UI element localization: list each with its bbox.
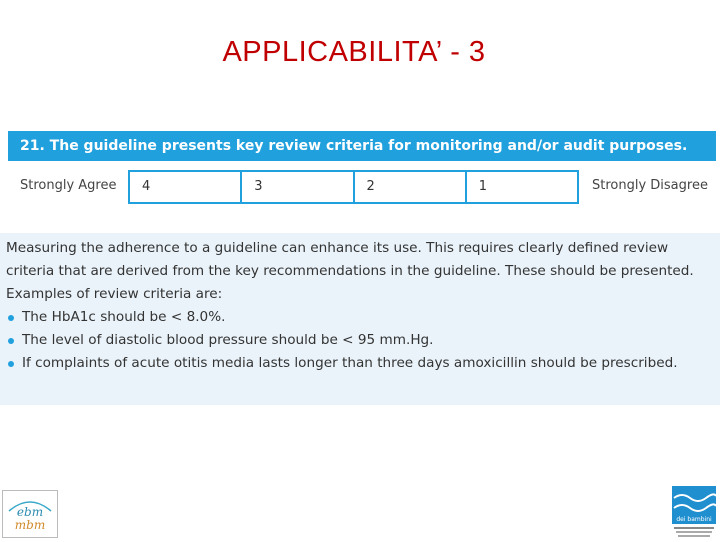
likert-scale (0, 168, 720, 206)
scale-options (128, 170, 579, 204)
svg-text:ebm: ebm (16, 505, 44, 519)
bullet-icon (8, 315, 14, 321)
guidance-line-2: criteria that are derived from the key recommendations in the guideline. These should be presented. (6, 263, 694, 279)
scale-option-1[interactable]: 1 (478, 179, 488, 194)
guidance-panel (0, 233, 720, 405)
bullet-icon (8, 338, 14, 344)
question-header: 21. The guideline presents key review criteria for monitoring and/or audit purposes. (8, 131, 716, 161)
scale-option-4[interactable]: 4 (130, 172, 242, 202)
criteria-item-text: If complaints of acute otitis media lasts longer than three days amoxicillin should be prescribed. (22, 355, 678, 371)
slide-title: APPLICABILITA’ - 3 (222, 36, 486, 68)
scale-left-label: Strongly Agree (20, 178, 117, 193)
bullet-icon (8, 361, 14, 367)
criteria-item (6, 329, 714, 352)
guidance-line-1: Measuring the adherence to a guideline can enhance its use. This requires clearly defined review (6, 240, 669, 256)
criteria-item (6, 352, 714, 375)
criteria-item-text: The HbA1c should be < 8.0%. (22, 309, 226, 325)
criteria-item (6, 306, 714, 329)
svg-text:mbm: mbm (14, 518, 46, 532)
criteria-item-text: The level of diastolic blood pressure should be < 95 mm.Hg. (22, 332, 434, 348)
criteria-list (6, 306, 714, 375)
svg-text:dei bambini: dei bambini (676, 516, 712, 523)
ebm-logo-icon (3, 491, 57, 537)
centri-bambini-logo-icon (670, 484, 718, 538)
scale-right-label: Strongly Disagree (592, 178, 708, 193)
centri-bambini-logo (670, 484, 718, 538)
ebm-logo (2, 490, 58, 538)
scale-option-3[interactable]: 3 (242, 172, 354, 202)
guidance-line-3: Examples of review criteria are: (6, 286, 223, 302)
scale-option-2[interactable]: 2 (355, 172, 467, 202)
